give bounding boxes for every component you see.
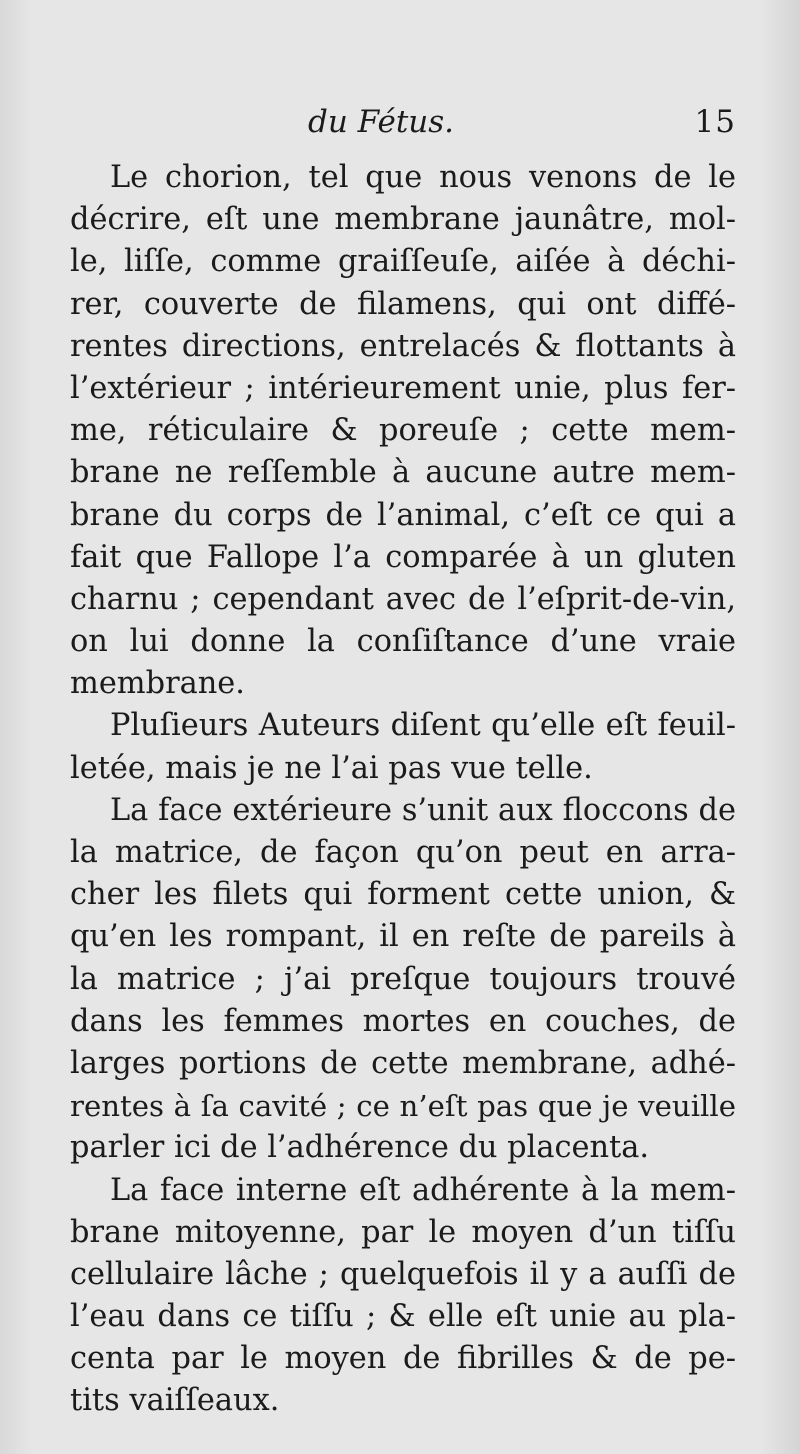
text-line: dans les femmes mortes en couches, de [70,1003,736,1039]
page-body [70,157,736,1423]
text-line: membrane. [70,666,245,702]
text-line: me, réticulaire & poreuſe ; cette mem- [70,413,736,449]
text-line: Pluſieurs Auteurs diſent qu’elle eſt feuil- [110,708,736,744]
text-line: rentes à ſa cavité ; ce n’eſt pas que je veuille [70,1089,736,1124]
text-line: parler ici de l’adhérence du placenta. [70,1130,650,1166]
text-line: larges portions de cette membrane, adhé- [70,1045,736,1081]
text-line: charnu ; cependant avec de l’eſprit-de-vin, [70,581,736,617]
text-line: l’extérieur ; intérieurement unie, plus fer- [70,370,736,406]
page-header [70,100,736,144]
text-line: La face extérieure s’unit aux floccons de [110,792,736,828]
text-line: la matrice, de façon qu’on peut en arra- [70,835,736,870]
text-line: décrire, eſt une membrane jaunâtre, mol- [70,202,736,238]
text-line: centa par le moyen de fibrilles & de pe- [70,1341,736,1377]
paragraph [70,790,736,1170]
text-line: brane ne reſſemble à aucune autre mem- [70,455,736,491]
text-line: fait que Fallope l’a comparée à un gluten [70,539,736,575]
text-line: le, liſſe, comme graiſſeuſe, aiſée à déchi- [70,244,736,280]
text-line: rentes directions, entrelacés & flottants à [70,328,736,364]
text-line: l’eau dans ce tiſſu ; & elle eſt unie au pla- [70,1299,736,1335]
paragraph [70,1170,736,1423]
text-line: la matrice ; j’ai preſque toujours trouvé [70,961,736,997]
page-number: 15 [694,104,736,140]
paragraph [70,705,736,789]
text-line: cher les filets qui forment cette union, & [70,877,736,913]
text-line: qu’en les rompant, il en reſte de pareils à [70,919,736,955]
paragraph [70,157,736,705]
text-line: brane du corps de l’animal, c’eſt ce qui a [70,497,736,533]
text-line: brane mitoyenne, par le moyen d’un tiſſu [70,1214,736,1250]
text-line: on lui donne la conſiſtance d’une vraie [70,624,736,660]
text-line: tits vaiſſeaux. [70,1383,280,1419]
text-line: rer, couverte de filamens, qui ont diffé- [70,286,736,322]
text-line: Le chorion, tel que nous venons de le [110,160,736,195]
text-line: La face interne eſt adhérente à la mem- [110,1172,736,1208]
text-line: letée, mais je ne l’ai pas vue telle. [70,750,593,786]
text-line: cellulaire lâche ; quelquefois il y a auſſi de [70,1256,736,1292]
running-title: du Fétus. [308,104,455,140]
